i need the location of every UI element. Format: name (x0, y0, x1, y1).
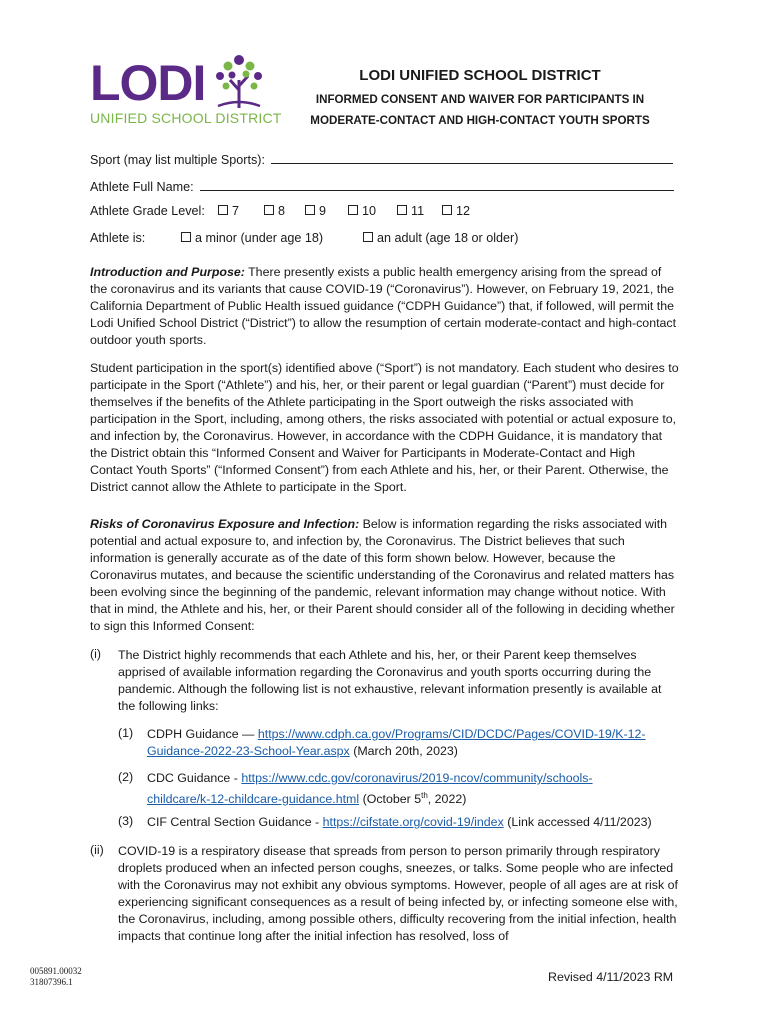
risks-section (90, 516, 680, 635)
grade-label: Athlete Grade Level: (90, 204, 205, 218)
participation-text: Student participation in the sport(s) identified above (“Sport”) is not mandatory. Each student who desires to participate in the Sport (“Athlete”) and his, her, or their parent or legal guardian (“Parent”) must decide for themselves if the benefits of the Athlete participating in the Sport outweigh the risks associated with participation in the Sport, including, among others, the risks associated with potential or actual exposure to, and infection by, the Coronavirus. However, in accordance with the CDPH Guidance, it is mandatory that the District obtain this “Informed Consent and Waiver for Participants in Moderate-Contact and High Contact Youth Sports” (“Informed Consent”) from each Athlete and his, her, or their Parent. Otherwise, the District cannot allow the Athlete to participate in the Sport. (90, 361, 679, 494)
checkbox-icon[interactable] (305, 205, 315, 215)
sport-input-line[interactable] (271, 151, 673, 164)
minor-option[interactable]: a minor (under age 18) (181, 231, 323, 245)
district-title: LODI UNIFIED SCHOOL DISTRICT (359, 67, 601, 84)
checkbox-icon[interactable] (397, 205, 407, 215)
sport-field-row (90, 151, 673, 167)
grade-option-8[interactable]: 8 (264, 204, 285, 218)
link-2-marker: (2) (118, 770, 134, 784)
grade-option-12[interactable]: 12 (442, 204, 470, 218)
cdph-guidance-link-cont[interactable]: Guidance-2022-23-School-Year.aspx (147, 744, 350, 758)
checkbox-icon[interactable] (181, 232, 191, 242)
participation-section (90, 360, 680, 496)
risks-text: Below is information regarding the risks associated with potential and actual exposure to, and infection by, the Coronavirus. The District believes that such information is generally accurate as of the date of this form shown below. However, because the Coronavirus mutates, and because the scientific understanding of the Coronavirus and related matters has been evolving since the beginning of the pandemic, relevant information may change without notice. With that in mind, the Athlete and his, her, or their Parent should consider all of the following in deciding whether to sign this Informed Consent: (90, 517, 675, 633)
item-ii-text: COVID-19 is a respiratory disease that spreads from person to person primarily through respiratory droplets produced when an infected person coughs, sneezes, or talks. Some people who are infected with the Coronavirus may not exhibit any obvious symptoms. However, people of all ages are at risk of experiencing significant consequences as a result of being infected by, or infecting someone else with, the Coronavirus, including, among possible others, difficulty recovering from the initial infection, health impacts that continue long after the initial infection has resolved, loss of (118, 844, 678, 943)
checkbox-icon[interactable] (218, 205, 228, 215)
checkbox-icon[interactable] (348, 205, 358, 215)
revision-date: Revised 4/11/2023 RM (548, 970, 674, 984)
athlete-name-input-line[interactable] (200, 178, 674, 191)
form-title-line-1: INFORMED CONSENT AND WAIVER FOR PARTICIPANTS IN (315, 93, 645, 106)
cif-guidance-link[interactable]: https://cifstate.org/covid-19/index (322, 815, 504, 829)
athlete-is-label: Athlete is: (90, 231, 146, 245)
logo-wordmark: LODI (90, 55, 206, 111)
risks-heading: Risks of Coronavirus Exposure and Infection: (90, 517, 360, 531)
link-1-marker: (1) (118, 726, 134, 740)
grade-option-10[interactable]: 10 (348, 204, 376, 218)
intro-section (90, 264, 680, 349)
link-1-item: CDPH Guidance — https://www.cdph.ca.gov/Programs/CID/DCDC/Pages/COVID-19/K-12- Guidance-2022-23-School-Year.aspx (March 20th, 2023) (147, 727, 646, 758)
grade-option-9[interactable]: 9 (305, 204, 326, 218)
intro-text: There presently exists a public health emergency arising from the spread of the coronavirus and its variants that cause COVID-19 (“Coronavirus”). However, on February 19, 2021, the California Department of Public Health issued guidance (“CDPH Guidance”) that, if followed, will permit the Lodi Unified School District (“District”) to allow the resumption of certain moderate-contact and high-contact outdoor youth sports. (90, 265, 677, 347)
district-logo (90, 50, 282, 130)
item-i-text: The District highly recommends that each Athlete and his, her, or their Parent keep themselves apprised of available information regarding the Coronavirus and youth sports occurring during the pandemic. Although the following list is not exhaustive, relevant information presently is available at the following links: (118, 648, 662, 713)
tree-icon (208, 50, 270, 112)
link-3-marker: (3) (118, 814, 134, 828)
item-i-marker: (i) (90, 647, 102, 661)
athlete-name-row (90, 178, 674, 194)
logo-subtitle: UNIFIED SCHOOL DISTRICT (90, 110, 282, 126)
form-title-line-2: MODERATE-CONTACT AND HIGH-CONTACT YOUTH SPORTS (310, 114, 650, 127)
grade-option-7[interactable]: 7 (218, 204, 239, 218)
cdc-guidance-link[interactable]: https://www.cdc.gov/coronavirus/2019-ncov/community/schools- (241, 771, 593, 785)
document-id: 005891.00032 31807396.1 (30, 966, 82, 987)
checkbox-icon[interactable] (363, 232, 373, 242)
athlete-name-label: Athlete Full Name: (90, 180, 194, 194)
grade-option-11[interactable]: 11 (397, 204, 424, 218)
cdph-guidance-link[interactable]: https://www.cdph.ca.gov/Programs/CID/DCDC/Pages/COVID-19/K-12- (257, 727, 646, 741)
sport-label: Sport (may list multiple Sports): (90, 153, 265, 167)
item-ii-marker: (ii) (90, 843, 104, 857)
checkbox-icon[interactable] (442, 205, 452, 215)
checkbox-icon[interactable] (264, 205, 274, 215)
intro-heading: Introduction and Purpose: (90, 265, 245, 279)
link-2-item: CDC Guidance - https://www.cdc.gov/coronavirus/2019-ncov/community/schools- childcare/k-12-childcare-guidance.html (October 5th, 2022) (147, 771, 593, 807)
adult-option[interactable]: an adult (age 18 or older) (363, 231, 518, 245)
cdc-guidance-link-cont[interactable]: childcare/k-12-childcare-guidance.html (147, 792, 360, 807)
link-3-item: CIF Central Section Guidance - https://cifstate.org/covid-19/index (Link accessed 4/11/2023) (147, 815, 652, 829)
